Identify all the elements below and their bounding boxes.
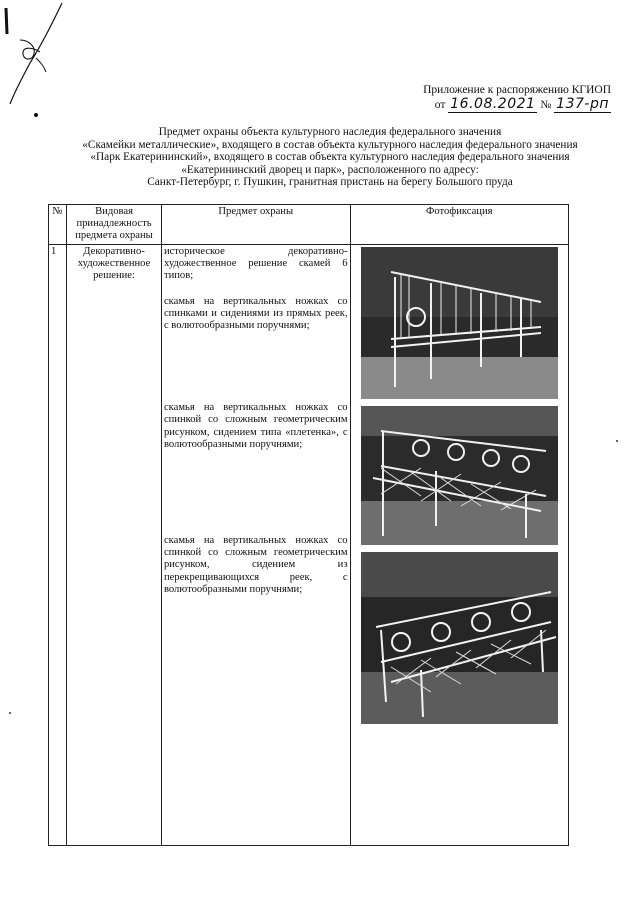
title-line: Санкт-Петербург, г. Пушкин, гранитная пристань на берегу Большого пруда bbox=[147, 176, 513, 189]
header-type: Видовая принадлежность предмета охраны bbox=[67, 205, 162, 245]
subject-item: историческое декоративно-художественное решение скамей 6 типов; bbox=[163, 246, 348, 282]
protection-table bbox=[48, 204, 569, 846]
bench-photo-2 bbox=[361, 406, 558, 545]
title-line: «Парк Екатерининский», входящего в состав объекта культурного наследия федерального значения bbox=[90, 151, 570, 164]
date-prefix: от bbox=[434, 99, 446, 111]
scan-speck bbox=[616, 440, 618, 442]
document-title bbox=[30, 126, 630, 189]
scan-speck bbox=[9, 712, 11, 714]
subject-item: скамья на вертикальных ножках со спинкой со сложным геометрическим рисунком, сидением из перекрещивающихся реек, с волютообразными поручнями; bbox=[163, 535, 348, 595]
row-photos bbox=[350, 245, 568, 846]
appendix-line: Приложение к распоряжению КГИОП bbox=[423, 84, 611, 96]
subject-item: скамья на вертикальных ножках со спинками и сидениями из прямых реек, с волютообразными поручнями; bbox=[163, 295, 348, 332]
header-photo: Фотофиксация bbox=[350, 205, 568, 245]
signature bbox=[0, 0, 70, 125]
row-num: 1 bbox=[49, 245, 67, 846]
header-num: № bbox=[49, 205, 67, 245]
title-line: «Скамейки металлические», входящего в состав объекта культурного наследия федерального значения bbox=[82, 138, 578, 151]
title-line: «Екатерининский дворец и парк», расположенного по адресу: bbox=[181, 163, 479, 176]
appendix-date-number bbox=[423, 98, 611, 112]
table-row bbox=[49, 245, 569, 846]
row-subject bbox=[161, 245, 350, 846]
bench-photo-1 bbox=[361, 247, 558, 399]
table-header-row bbox=[49, 205, 569, 245]
row-type: Декоративно-художественное решение: bbox=[67, 245, 162, 846]
handwritten-date: 16.08.2021 bbox=[450, 96, 536, 112]
header-subject: Предмет охраны bbox=[161, 205, 350, 245]
bench-photo-3 bbox=[361, 552, 558, 724]
title-line: Предмет охраны объекта культурного наследия федерального значения bbox=[158, 126, 502, 138]
handwritten-number: 137-рп bbox=[556, 96, 609, 112]
appendix-header bbox=[423, 84, 611, 112]
subject-item: скамья на вертикальных ножках со спинкой со сложным геометрическим рисунком, сидением типа «плетенка», с волютообразными поручнями; bbox=[163, 402, 348, 450]
number-prefix: № bbox=[540, 99, 552, 111]
